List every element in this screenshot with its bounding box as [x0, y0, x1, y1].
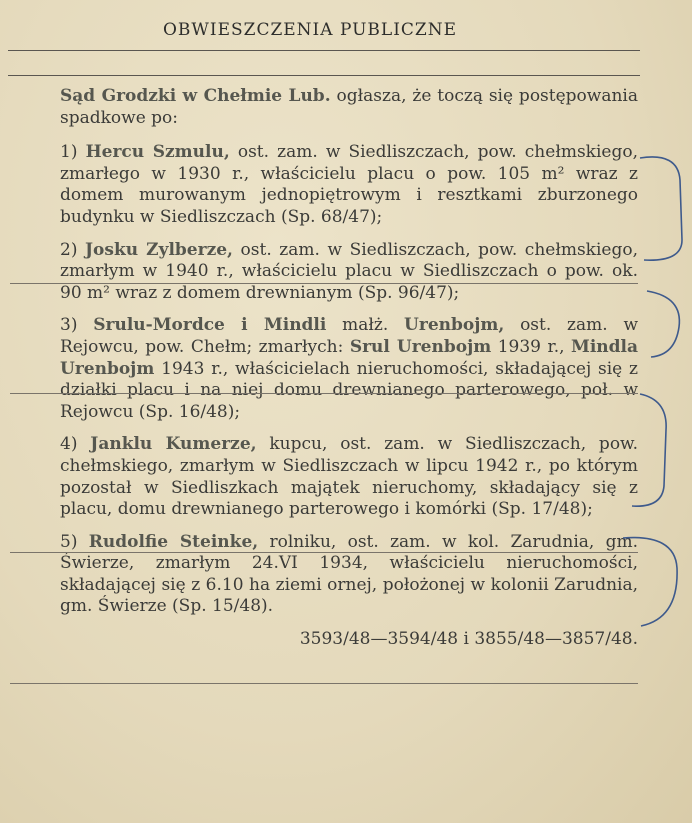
item-text: ost. zam. w Rejowcu, pow. Chełm; zmarłych: — [60, 315, 638, 357]
notice-intro — [0, 86, 640, 129]
item-number: 5) — [60, 531, 78, 552]
pen-bracket-stroke — [632, 394, 666, 506]
item-text: kupcu, ost. zam. w Siedliszczach, pow. chełmskiego, zmarłym w Siedliszczach w lipcu 1942 r., po którym pozostał w Siedliszkach majątek nieruchomy, składający się z placu, domu drewnianego parterowego i komórki (Sp. 17/48); — [60, 434, 638, 520]
pen-bracket-mark — [615, 530, 685, 645]
case-references: 3593/48—3594/48 i 3855/48—3857/48. — [299, 629, 638, 650]
header-rule-top — [8, 50, 640, 51]
pen-bracket-mark — [622, 390, 682, 515]
item-separator — [10, 683, 638, 684]
header-rule-bottom — [8, 75, 640, 76]
intro-text: ogłasza, że toczą się postępowania spadkowe po: — [60, 86, 638, 128]
item-number: 3) — [60, 315, 78, 336]
decedent-name: Hercu Szmulu, — [85, 142, 230, 163]
page-header: OBWIESZCZENIA PUBLICZNE — [162, 20, 458, 40]
item-text: 1943 r., właścicielach nieruchomości, składającej się z działki placu i na niej domu drewnianego parterowego, poł. w Rejowcu (Sp. 16/48); — [60, 358, 638, 422]
notice-body — [0, 86, 640, 651]
decedent-name: Janklu Kumerze, — [90, 434, 257, 455]
decedent-name: Rudolfie Steinke, — [88, 531, 259, 552]
decedent-name: Josku Zylberze, — [85, 239, 233, 260]
pen-bracket-stroke — [623, 538, 677, 626]
item-number: 4) — [60, 434, 78, 455]
decedent-name: Srulu-Mordce i Mindli — [93, 315, 327, 336]
item-number: 2) — [60, 239, 78, 260]
pen-bracket-stroke — [647, 291, 679, 357]
decedent-surname: Urenbojm, — [404, 315, 505, 336]
court-name: Sąd Grodzki w Chełmie Lub. — [60, 86, 331, 106]
item-separator — [10, 283, 638, 284]
item-text: rolniku, ost. zam. w kol. Zarudnia, gm. Świerze, zmarłym 24.VI 1934, właścicielu nieruchomości, składającej się z 6.10 ha ziemi ornej, położonej w kolonii Zarudnia, gm. Świerze (Sp. 15/48). — [60, 531, 639, 617]
item-separator — [10, 393, 638, 394]
estate-item-4 — [0, 434, 640, 520]
estate-item-2 — [0, 240, 640, 305]
item-text: ost. zam. w Siedliszczach, pow. chełmskiego, zmarłym w 1940 r., właścicielu placu w Siedliszczach o pow. ok. 90 m² wraz z domem drewnianym (Sp. 96/47); — [60, 239, 638, 303]
item-text: małż. — [326, 315, 405, 336]
estate-item-1 — [0, 142, 640, 228]
item-text: ost. zam. w Siedliszczach, pow. chełmskiego, zmarłego w 1930 r., właścicielu placu o pow. 105 m² wraz z domem murowanym jednopiętrowym i resztkami zburzonego budynku w Siedliszczach (Sp. 68/47); — [60, 142, 638, 227]
pen-bracket-mark — [630, 150, 690, 270]
estate-item-3 — [0, 315, 640, 423]
decedent-name: Srul Urenbojm — [349, 336, 492, 357]
estate-item-5 — [0, 532, 640, 618]
pen-bracket-stroke — [640, 157, 682, 260]
item-text: 1939 r., — [491, 336, 571, 357]
item-separator — [10, 552, 638, 553]
decedent-name: Mindla Urenbojm — [60, 336, 638, 379]
item-number: 1) — [60, 142, 78, 163]
pen-bracket-mark — [625, 285, 687, 370]
